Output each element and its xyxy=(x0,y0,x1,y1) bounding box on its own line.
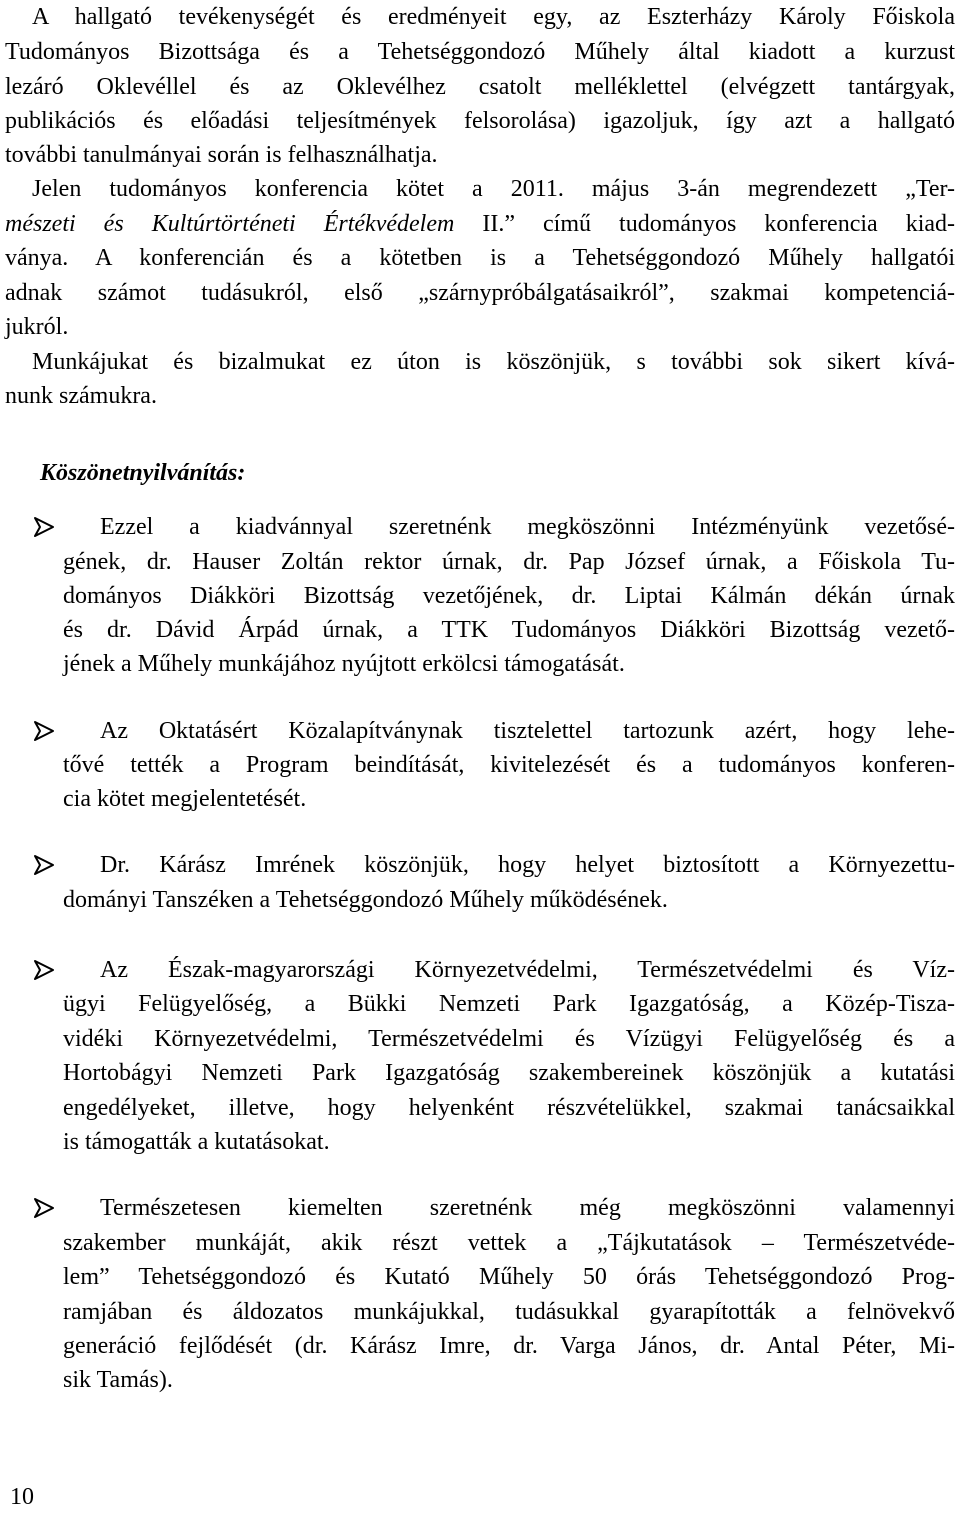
intro-line: Tudományos Bizottsága és a Tehetséggondozó Műhely által kiadott a kurzust xyxy=(5,39,955,65)
acknowledgements-heading: Köszönetnyilvánítás: xyxy=(40,460,246,486)
acknowledgement-line: sik Tamás). xyxy=(63,1367,173,1393)
intro-line: A hallgató tevékenységét és eredményeit egy, az Eszterházy Károly Főiskola xyxy=(32,4,955,30)
acknowledgement-line: és dr. Dávid Árpád úrnak, a TTK Tudományos Diákköri Bizottság vezető- xyxy=(63,617,955,643)
arrowhead-bullet-icon xyxy=(33,854,55,876)
acknowledgement-line: jének a Műhely munkájához nyújtott erkölcsi támogatását. xyxy=(63,651,625,677)
acknowledgement-line: Ezzel a kiadvánnyal szeretnénk megköszönni Intézményünk vezetősé- xyxy=(100,514,955,540)
thanks-line: nunk számukra. xyxy=(5,383,157,409)
acknowledgement-line: Természetesen kiemelten szeretnénk még megköszönni valamennyi xyxy=(100,1195,955,1221)
acknowledgement-line: Hortobágyi Nemzeti Park Igazgatóság szakembereinek köszönjük a kutatási xyxy=(63,1060,955,1086)
intro-line: lezáró Oklevéllel és az Oklevélhez csatolt melléklettel (elvégzett tantárgyak, xyxy=(5,74,955,100)
conference-line: Jelen tudományos konferencia kötet a 2011. május 3-án megrendezett „Ter- xyxy=(32,176,955,202)
acknowledgement-line: Dr. Kárász Imrének köszönjük, hogy helyet biztosított a Környezettu- xyxy=(100,852,955,878)
conference-line xyxy=(5,207,955,241)
acknowledgement-line: engedélyeket, illetve, hogy helyenként részvételükkel, szakmai tanácsaikkal xyxy=(63,1095,955,1121)
acknowledgement-line: tővé tették a Program beindítását, kivitelezését és a tudományos konferen- xyxy=(63,752,955,778)
acknowledgement-line: Az Észak-magyarországi Környezetvédelmi, Természetvédelmi és Víz- xyxy=(100,957,955,983)
intro-line: további tanulmányai során is felhasználhatja. xyxy=(5,142,438,168)
acknowledgement-line: dományi Tanszéken a Tehetséggondozó Műhely működésének. xyxy=(63,887,668,913)
acknowledgement-line: ramjában és áldozatos munkájukkal, tudásukkal gyarapították a felnövekvő xyxy=(63,1299,955,1325)
acknowledgement-line: dományos Diákköri Bizottság vezetőjének, dr. Liptai Kálmán dékán úrnak xyxy=(63,583,955,609)
acknowledgement-line: szakember munkáját, akik részt vettek a „Tájkutatások – Természetvéde- xyxy=(63,1230,955,1256)
arrowhead-bullet-icon xyxy=(33,516,55,538)
acknowledgement-line: generáció fejlődését (dr. Kárász Imre, dr. Varga János, dr. Antal Péter, Mi- xyxy=(63,1333,955,1359)
conference-line: ványa. A konferencián és a kötetben is a Tehetséggondozó Műhely hallgatói xyxy=(5,245,955,271)
thanks-line: Munkájukat és bizalmukat ez úton is köszönjük, s további sok sikert kívá- xyxy=(32,349,955,375)
acknowledgement-line: Az Oktatásért Közalapítványnak tisztelettel tartozunk azért, hogy lehe- xyxy=(100,718,955,744)
conference-line: jukról. xyxy=(5,314,69,340)
acknowledgement-line: cia kötet megjelentetését. xyxy=(63,786,307,812)
arrowhead-bullet-icon xyxy=(33,720,55,742)
acknowledgement-line: lem” Tehetséggondozó és Kutató Műhely 50 órás Tehetséggondozó Prog- xyxy=(63,1264,955,1290)
acknowledgement-line: is támogatták a kutatásokat. xyxy=(63,1129,330,1155)
arrowhead-bullet-icon xyxy=(33,1197,55,1219)
acknowledgement-line: ügyi Felügyelőség, a Bükki Nemzeti Park Igazgatóság, a Közép-Tisza- xyxy=(63,991,955,1017)
page-number: 10 xyxy=(10,1484,34,1510)
acknowledgement-line: gének, dr. Hauser Zoltán rektor úrnak, dr. Pap József úrnak, a Főiskola Tu- xyxy=(63,549,955,575)
intro-line: publikációs és előadási teljesítmények felsorolása) igazoljuk, így azt a hallgató xyxy=(5,108,955,134)
conference-title-italic: mészeti és Kultúrtörténeti Értékvédelem xyxy=(5,211,455,237)
arrowhead-bullet-icon xyxy=(33,959,55,981)
acknowledgement-line: vidéki Környezetvédelmi, Természetvédelmi és Vízügyi Felügyelőség és a xyxy=(63,1026,955,1052)
conference-line: adnak számot tudásukról, első „szárnypróbálgatásaikról”, szakmai kompetenciá- xyxy=(5,280,955,306)
conference-line-rest: II.” című tudományos konferencia kiad- xyxy=(454,211,956,237)
